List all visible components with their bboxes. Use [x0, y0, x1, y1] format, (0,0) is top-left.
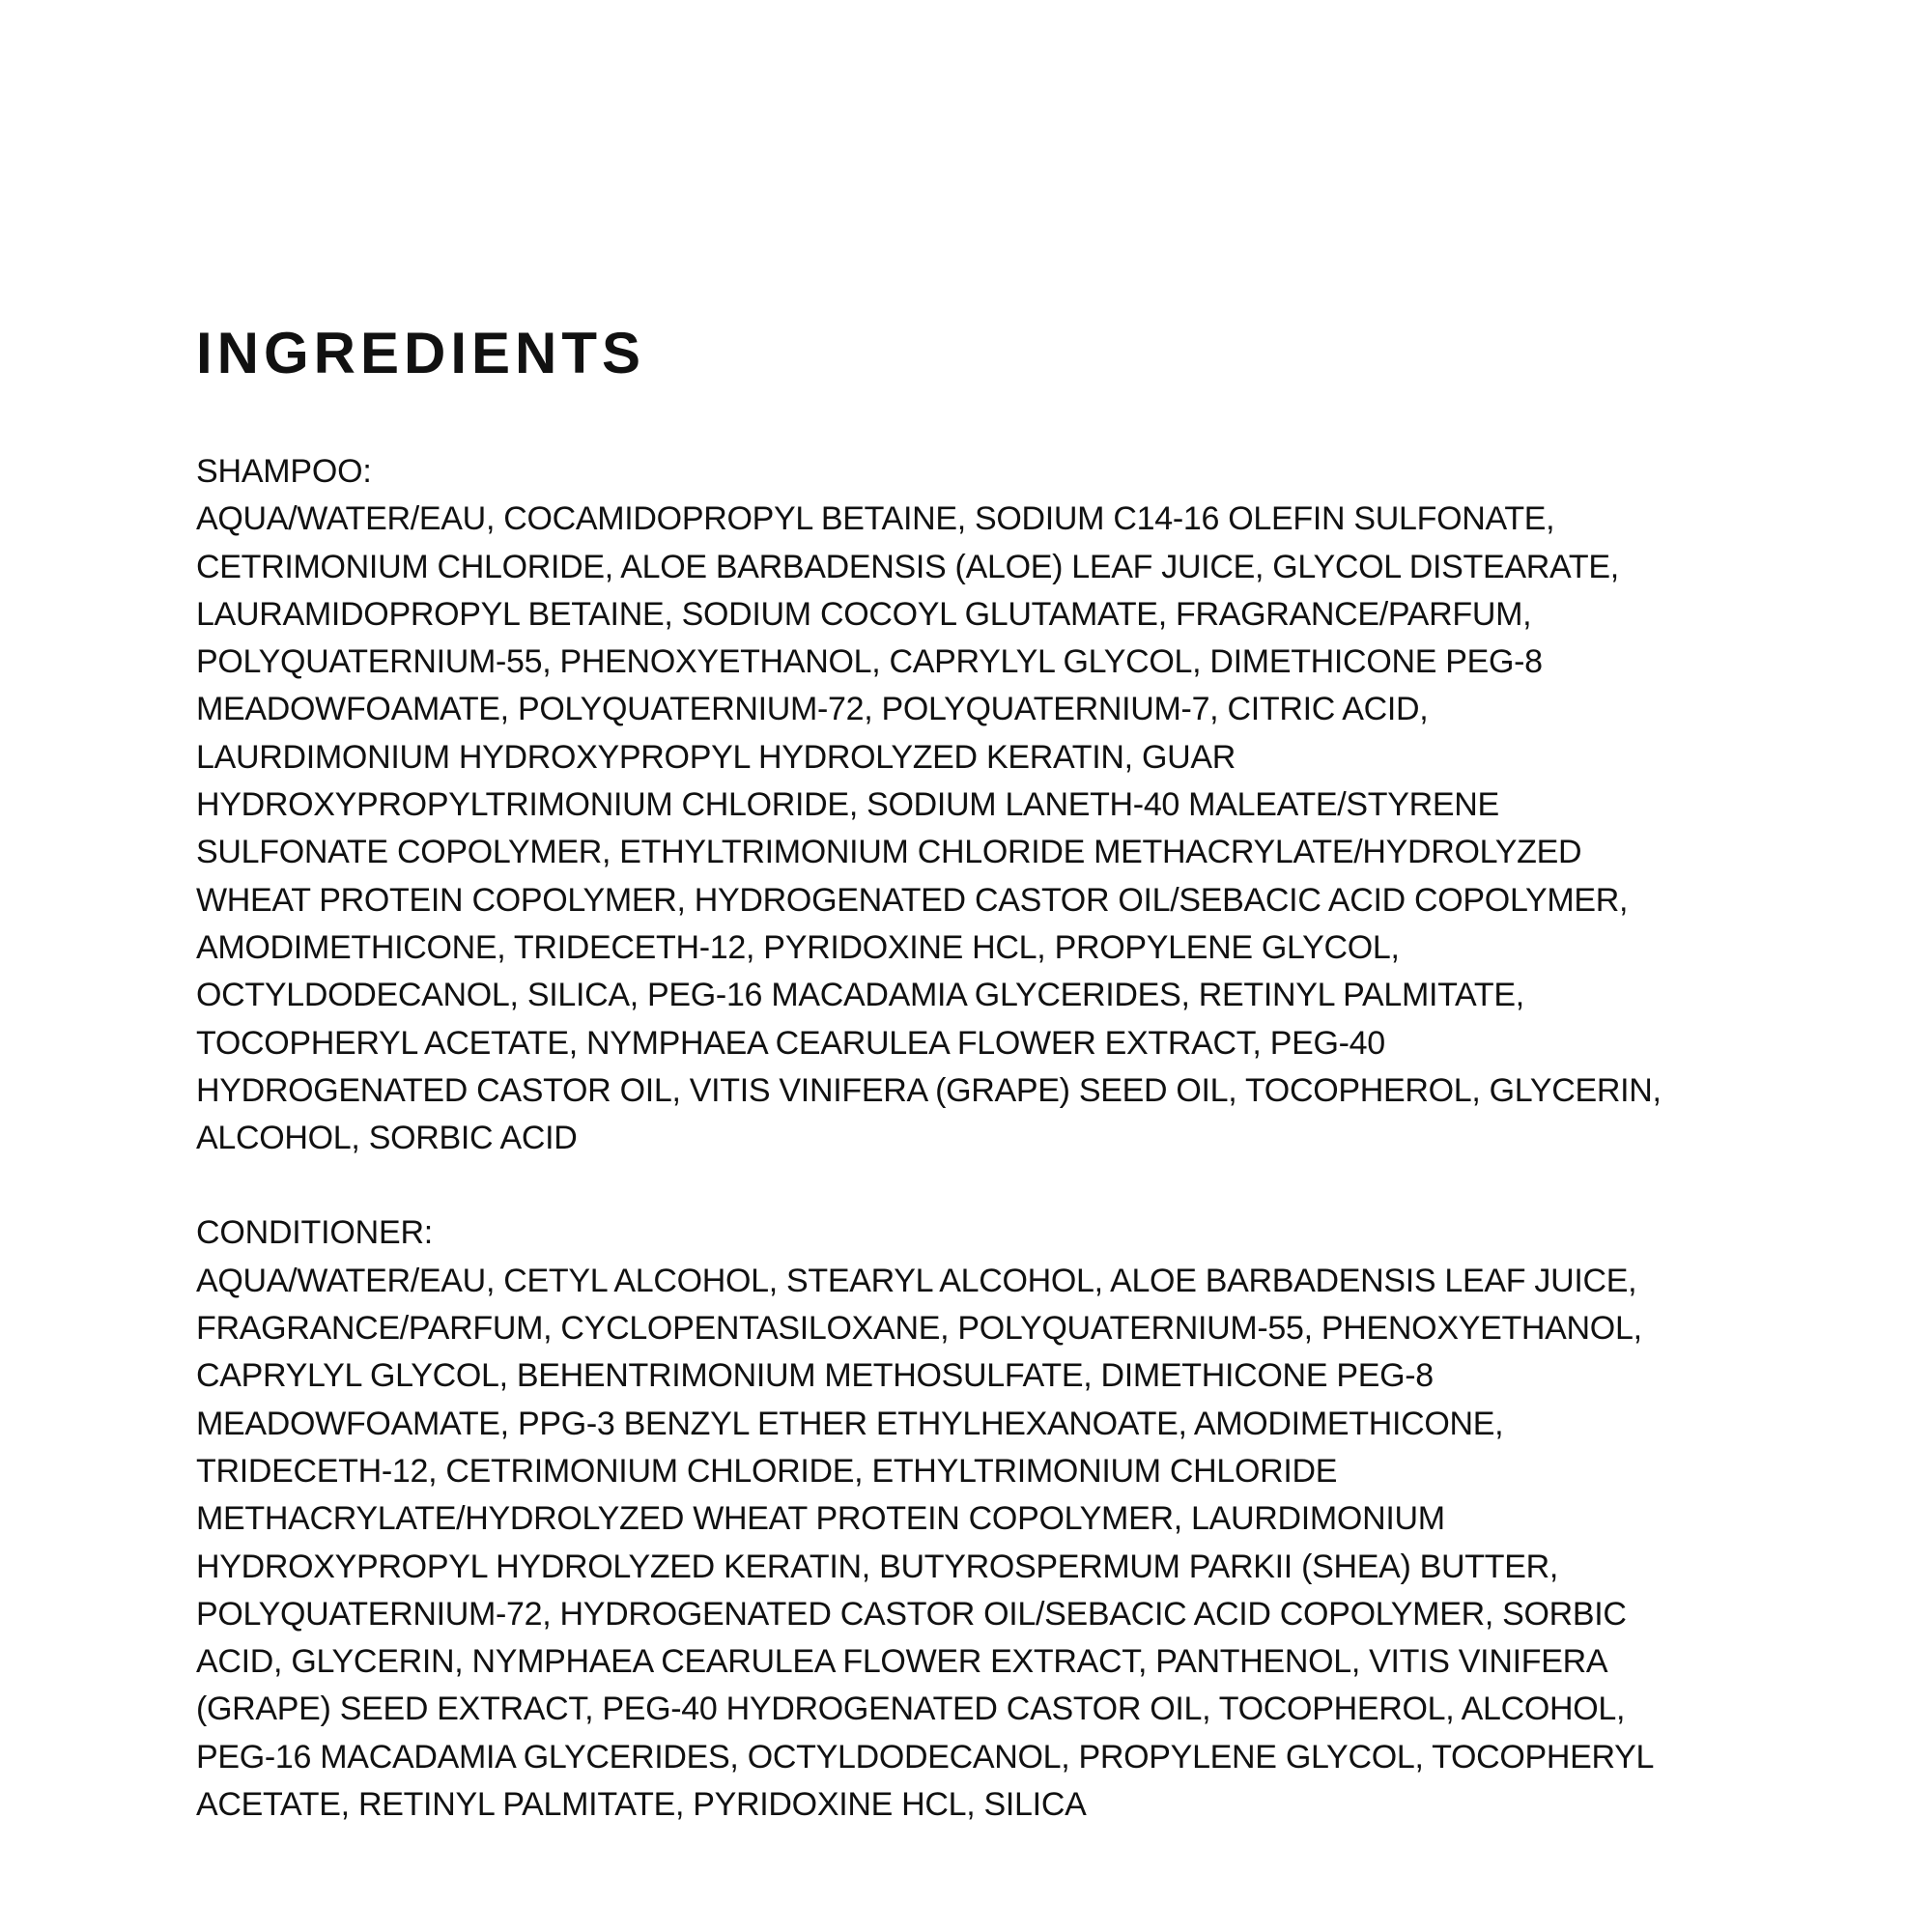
shampoo-line: LAURAMIDOPROPYL BETAINE, SODIUM COCOYL GLUTAMATE, FRAGRANCE/PARFUM, — [196, 595, 1532, 633]
shampoo-ingredient-list — [196, 496, 1780, 1162]
shampoo-line: OCTYLDODECANOL, SILICA, PEG-16 MACADAMIA GLYCERIDES, RETINYL PALMITATE, — [196, 977, 1524, 1014]
conditioner-ingredient-list — [196, 1258, 1780, 1830]
shampoo-line: TOCOPHERYL ACETATE, NYMPHAEA CEARULEA FLOWER EXTRACT, PEG-40 — [196, 1024, 1385, 1062]
shampoo-line: AMODIMETHICONE, TRIDECETH-12, PYRIDOXINE HCL, PROPYLENE GLYCOL, — [196, 928, 1400, 966]
shampoo-line: SULFONATE COPOLYMER, ETHYLTRIMONIUM CHLORIDE METHACRYLATE/HYDROLYZED — [196, 834, 1582, 871]
conditioner-line: PEG-16 MACADAMIA GLYCERIDES, OCTYLDODECANOL, PROPYLENE GLYCOL, TOCOPHERYL — [196, 1738, 1655, 1776]
shampoo-line: CETRIMONIUM CHLORIDE, ALOE BARBADENSIS (ALOE) LEAF JUICE, GLYCOL DISTEARATE, — [196, 548, 1619, 585]
conditioner-line: ACID, GLYCERIN, NYMPHAEA CEARULEA FLOWER EXTRACT, PANTHENOL, VITIS VINIFERA — [196, 1643, 1608, 1681]
shampoo-line: WHEAT PROTEIN COPOLYMER, HYDROGENATED CASTOR OIL/SEBACIC ACID COPOLYMER, — [196, 881, 1629, 919]
page-title: INGREDIENTS — [196, 321, 646, 385]
conditioner-line: AQUA/WATER/EAU, CETYL ALCOHOL, STEARYL ALCOHOL, ALOE BARBADENSIS LEAF JUICE, — [196, 1262, 1637, 1299]
shampoo-line: POLYQUATERNIUM-55, PHENOXYETHANOL, CAPRYLYL GLYCOL, DIMETHICONE PEG-8 — [196, 643, 1543, 681]
shampoo-line: HYDROXYPROPYLTRIMONIUM CHLORIDE, SODIUM LANETH-40 MALEATE/STYRENE — [196, 786, 1499, 824]
conditioner-line: HYDROXYPROPYL HYDROLYZED KERATIN, BUTYROSPERMUM PARKII (SHEA) BUTTER, — [196, 1548, 1559, 1585]
conditioner-line: METHACRYLATE/HYDROLYZED WHEAT PROTEIN COPOLYMER, LAURDIMONIUM — [196, 1500, 1445, 1538]
conditioner-line: CAPRYLYL GLYCOL, BEHENTRIMONIUM METHOSULFATE, DIMETHICONE PEG-8 — [196, 1357, 1434, 1395]
shampoo-line: HYDROGENATED CASTOR OIL, VITIS VINIFERA (GRAPE) SEED OIL, TOCOPHEROL, GLYCERIN, — [196, 1071, 1662, 1109]
conditioner-line: POLYQUATERNIUM-72, HYDROGENATED CASTOR OIL/SEBACIC ACID COPOLYMER, SORBIC — [196, 1595, 1627, 1633]
conditioner-line: ACETATE, RETINYL PALMITATE, PYRIDOXINE HCL, SILICA — [196, 1786, 1087, 1824]
shampoo-line: MEADOWFOAMATE, POLYQUATERNIUM-72, POLYQUATERNIUM-7, CITRIC ACID, — [196, 691, 1429, 728]
conditioner-section — [196, 1209, 1780, 1829]
conditioner-heading: CONDITIONER: — [196, 1214, 434, 1252]
conditioner-line: MEADOWFOAMATE, PPG-3 BENZYL ETHER ETHYLHEXANOATE, AMODIMETHICONE, — [196, 1405, 1504, 1442]
shampoo-line: ALCOHOL, SORBIC ACID — [196, 1120, 578, 1157]
shampoo-heading: SHAMPOO: — [196, 453, 372, 490]
conditioner-line: FRAGRANCE/PARFUM, CYCLOPENTASILOXANE, POLYQUATERNIUM-55, PHENOXYETHANOL, — [196, 1310, 1642, 1348]
shampoo-line: LAURDIMONIUM HYDROXYPROPYL HYDROLYZED KERATIN, GUAR — [196, 738, 1236, 776]
ingredients-document — [196, 319, 1780, 1829]
conditioner-line: (GRAPE) SEED EXTRACT, PEG-40 HYDROGENATED CASTOR OIL, TOCOPHEROL, ALCOHOL, — [196, 1690, 1626, 1728]
shampoo-section — [196, 448, 1780, 1162]
shampoo-line: AQUA/WATER/EAU, COCAMIDOPROPYL BETAINE, SODIUM C14-16 OLEFIN SULFONATE, — [196, 500, 1555, 538]
conditioner-line: TRIDECETH-12, CETRIMONIUM CHLORIDE, ETHYLTRIMONIUM CHLORIDE — [196, 1452, 1338, 1490]
